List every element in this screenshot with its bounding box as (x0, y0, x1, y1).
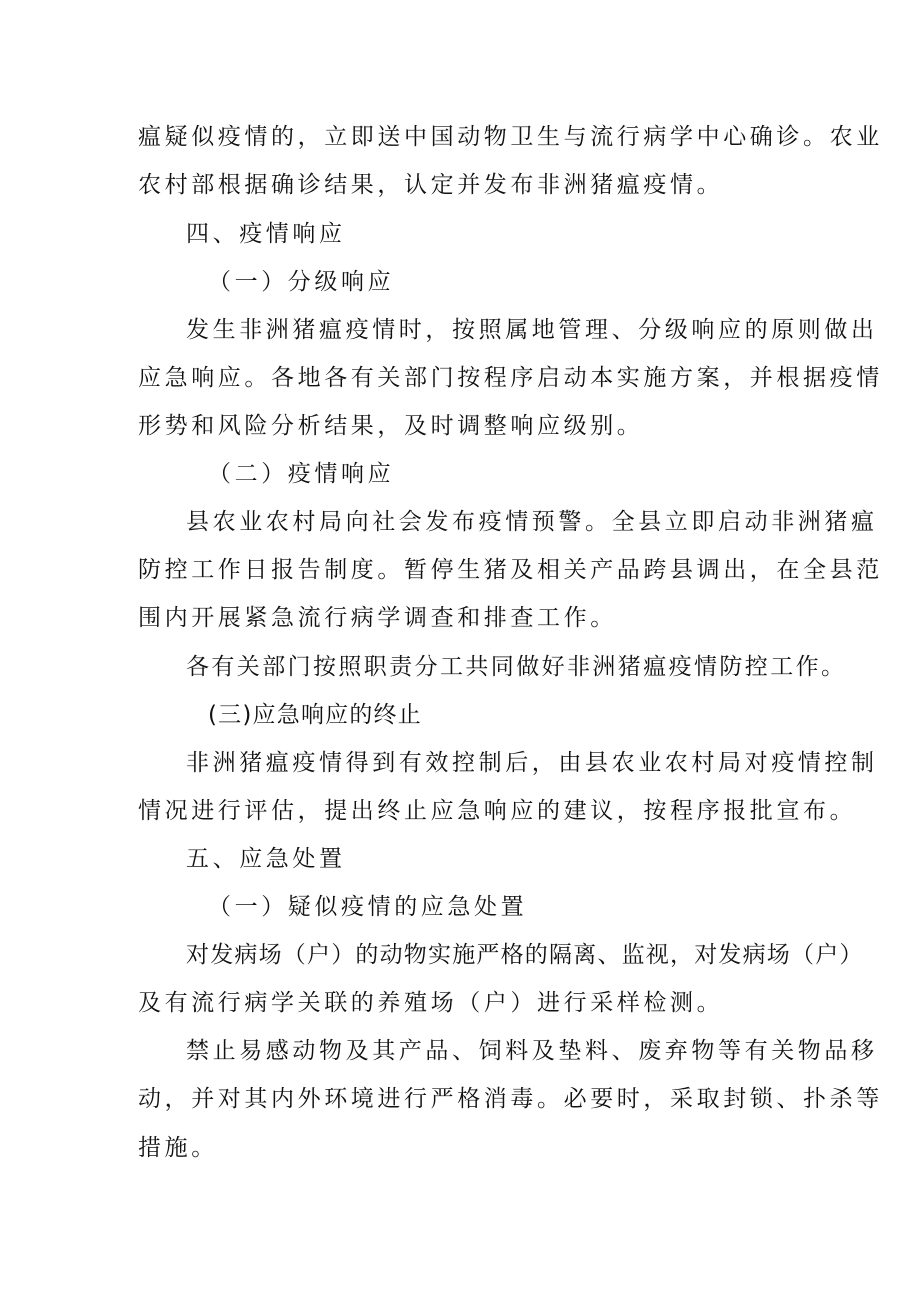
paragraph-line: 对发病场（户）的动物实施严格的隔离、监视，对发病场（户） (186, 942, 864, 968)
paragraph-line: 各有关部门按照职责分工共同做好非洲猪瘟疫情防控工作。 (186, 654, 847, 680)
section-heading: 四、疫情响应 (186, 221, 346, 247)
paragraph-line: 形势和风险分析结果，及时调整响应级别。 (138, 413, 644, 439)
subsection-heading: （一）分级响应 (208, 269, 395, 295)
paragraph-line: 动，并对其内外环境进行严格消毒。必要时，采取封锁、扑杀等 (138, 1086, 883, 1112)
paragraph-line: 县农业农村局向社会发布疫情预警。全县立即启动非洲猪瘟 (186, 509, 878, 535)
paragraph-line: 防控工作日报告制度。暂停生猪及相关产品跨县调出，在全县范 (138, 557, 883, 583)
paragraph-line: 情况进行评估，提出终止应急响应的建议，按程序报批宣布。 (138, 798, 857, 824)
paragraph-line: 措施。 (138, 1135, 218, 1161)
paragraph-line: 禁止易感动物及其产品、饲料及垫料、废弃物等有关物品移 (186, 1038, 878, 1064)
paragraph-line: 农村部根据确诊结果，认定并发布非洲猪瘟疫情。 (138, 172, 724, 198)
subsection-heading: (三)应急响应的终止 (208, 702, 422, 728)
subsection-heading: （一）疑似疫情的应急处置 (208, 894, 528, 920)
paragraph-line: 围内开展紧急流行病学调查和排查工作。 (138, 605, 617, 631)
subsection-heading: （二）疫情响应 (208, 461, 395, 487)
paragraph-line: 及有流行病学关联的养殖场（户）进行采样检测。 (138, 990, 724, 1016)
paragraph-line: 瘟疑似疫情的，立即送中国动物卫生与流行病学中心确诊。农业 (138, 124, 883, 150)
paragraph-line: 应急响应。各地各有关部门按程序启动本实施方案，并根据疫情 (138, 365, 883, 391)
paragraph-line: 发生非洲猪瘟疫情时，按照属地管理、分级响应的原则做出 (186, 317, 878, 343)
paragraph-line: 非洲猪瘟疫情得到有效控制后，由县农业农村局对疫情控制 (186, 750, 878, 776)
section-heading: 五、应急处置 (186, 846, 346, 872)
